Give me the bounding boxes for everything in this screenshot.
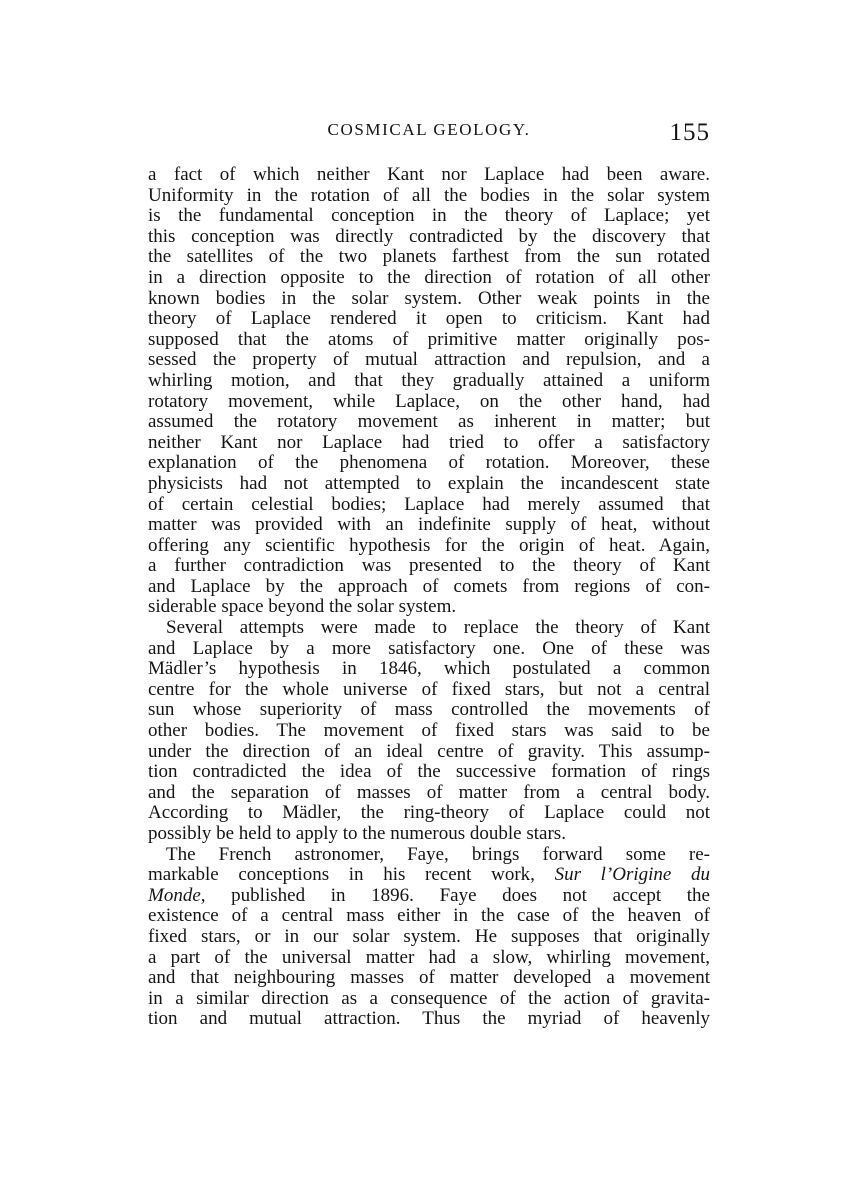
text-run: , published in 1896. Faye does not accept the: [200, 884, 710, 906]
text-line: explanation of the phenomena of rotation. Moreover, these: [148, 452, 710, 474]
body-text: [148, 165, 710, 1030]
text-line: sessed the property of mutual attraction and repulsion, and a: [148, 349, 710, 371]
book-title-italic: Monde: [148, 884, 201, 906]
text-line: under the direction of an ideal centre of gravity. This assump-: [148, 740, 710, 762]
text-line: centre for the whole universe of fixed stars, but not a central: [148, 678, 710, 700]
text-line: and Laplace by a more satisfactory one. One of these was: [148, 637, 710, 659]
text-line: tion and mutual attraction. Thus the myriad of heavenly: [148, 1008, 710, 1030]
text-line: siderable space beyond the solar system.: [148, 596, 457, 618]
text-line: other bodies. The movement of fixed stars was said to be: [148, 720, 710, 742]
running-title: COSMICAL GEOLOGY.: [327, 120, 531, 139]
paragraph-first-line: Several attempts were made to replace the theory of Kant: [166, 617, 710, 639]
text-line: assumed the rotatory movement as inherent in matter; but: [148, 411, 710, 433]
text-line: supposed that the atoms of primitive matter originally pos-: [148, 328, 710, 350]
text-line: and Laplace by the approach of comets from regions of con-: [148, 575, 710, 597]
text-line: in a similar direction as a consequence of the action of gravita-: [148, 987, 710, 1009]
text-line: Mädler’s hypothesis in 1846, which postulated a common: [148, 658, 710, 680]
text-line: of certain celestial bodies; Laplace had merely assumed that: [148, 493, 710, 515]
text-line: [148, 886, 710, 907]
text-line: a part of the universal matter had a slow, whirling movement,: [148, 946, 710, 968]
text-line: is the fundamental conception in the theory of Laplace; yet: [148, 205, 710, 227]
text-line: in a direction opposite to the direction of rotation of all other: [148, 266, 710, 288]
text-line: a further contradiction was presented to the theory of Kant: [148, 555, 710, 577]
text-line: [148, 865, 710, 886]
text-line: matter was provided with an indefinite supply of heat, without: [148, 514, 710, 536]
text-line: whirling motion, and that they gradually attained a uniform: [148, 369, 710, 391]
text-line: Uniformity in the rotation of all the bodies in the solar system: [148, 184, 710, 206]
text-line: According to Mädler, the ring-theory of Laplace could not: [148, 802, 710, 824]
text-line: possibly be held to apply to the numerous double stars.: [148, 823, 566, 844]
text-line: theory of Laplace rendered it open to criticism. Kant had: [148, 308, 710, 330]
text-line: physicists had not attempted to explain the incandescent state: [148, 472, 710, 494]
text-run: markable conceptions in his recent work,: [148, 864, 555, 886]
book-title-italic: Sur l’Origine du: [554, 864, 711, 886]
text-line: rotatory movement, while Laplace, on the other hand, had: [148, 390, 710, 412]
text-line: offering any scientific hypothesis for the origin of heat. Again,: [148, 534, 710, 556]
text-line: and the separation of masses of matter from a central body.: [148, 781, 710, 803]
text-line: a fact of which neither Kant nor Laplace had been aware.: [148, 164, 710, 185]
text-line: fixed stars, or in our solar system. He supposes that originally: [148, 925, 710, 947]
running-head: [148, 118, 710, 148]
text-line: tion contradicted the idea of the successive formation of rings: [148, 761, 710, 783]
page-number: 155: [669, 119, 710, 146]
paragraph-first-line: The French astronomer, Faye, brings forward some re-: [166, 843, 710, 865]
text-line: this conception was directly contradicted by the discovery that: [148, 225, 710, 247]
text-line: and that neighbouring masses of matter developed a movement: [148, 967, 710, 989]
text-line: known bodies in the solar system. Other weak points in the: [148, 287, 710, 309]
text-line: existence of a central mass either in the case of the heaven of: [148, 905, 710, 927]
text-line: neither Kant nor Laplace had tried to offer a satisfactory: [148, 431, 710, 453]
text-line: sun whose superiority of mass controlled the movements of: [148, 699, 710, 721]
text-line: the satellites of the two planets farthest from the sun rotated: [148, 246, 710, 268]
